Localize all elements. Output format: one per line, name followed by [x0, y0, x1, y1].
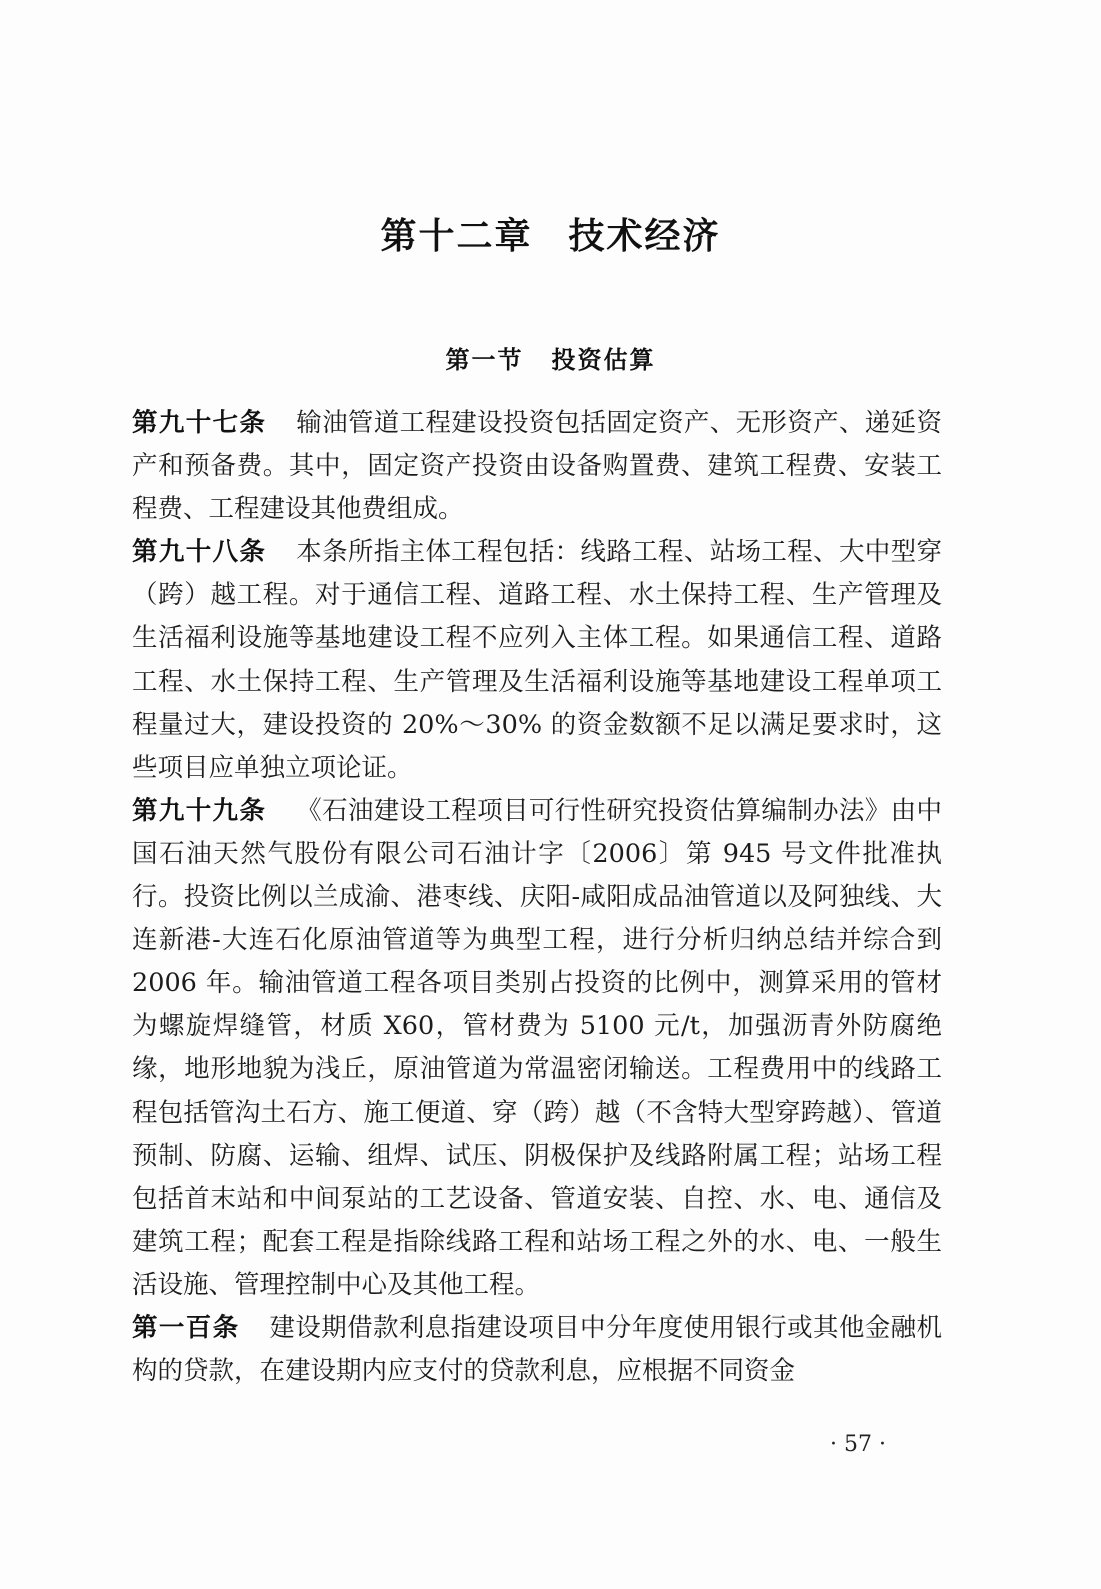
article-text: 输油管道工程建设投资包括固定资产、无形资产、递延资产和预备费。其中，固定资产投资由设备购置费、建筑工程费、安装工程费、工程建设其他费组成。 — [132, 408, 942, 525]
article-text: 《石油建设工程项目可行性研究投资估算编制办法》由中国石油天然气股份有限公司石油计字〔2006〕第 945 号文件批准执行。投资比例以兰成渝、港枣线、庆阳-咸阳成品油管道以及阿独线、大连新港-大连石化原油管道等为典型工程，进行分析归纳总结并综合到 2006 年。输油管道工程各项目类别占投资的比例中，测算采用的管材为螺旋焊缝管，材质 X60，管材费为 5100 元/t，加强沥青外防腐绝缘，地形地貌为浅丘，原油管道为常温密闭输送。工程费用中的线路工程包括管沟土石方、施工便道、穿（跨）越（不含特大型穿跨越）、管道预制、防腐、运输、组焊、试压、阴极保护及线路附属工程；站场工程包括首末站和中间泵站的工艺设备、管道安装、自控、水、电、通信及建筑工程；配套工程是指除线路工程和站场工程之外的水、电、一般生活设施、管理控制中心及其他工程。 — [132, 795, 942, 1300]
article-97 — [132, 402, 942, 531]
article-98 — [132, 531, 942, 790]
section-heading — [0, 340, 1101, 375]
article-label: 第九十八条 — [132, 537, 267, 568]
article-text: 本条所指主体工程包括：线路工程、站场工程、大中型穿（跨）越工程。对于通信工程、道路工程、水土保持工程、生产管理及生活福利设施等基地建设工程不应列入主体工程。如果通信工程、道路工程、水土保持工程、生产管理及生活福利设施等基地建设工程单项工程量过大，建设投资的 20%～30% 的资金数额不足以满足要求时，这些项目应单独立项论证。 — [132, 537, 942, 783]
section-number: 第一节 — [445, 346, 524, 374]
article-99 — [132, 790, 942, 1307]
article-text: 建设期借款利息指建设项目中分年度使用银行或其他金融机构的贷款，在建设期内应支付的贷款利息，应根据不同资金 — [132, 1312, 942, 1387]
article-label: 第九十七条 — [132, 408, 267, 438]
article-100 — [132, 1307, 942, 1393]
page-number: · 57 · — [830, 1432, 886, 1457]
body-text — [132, 402, 942, 1393]
article-label: 第一百条 — [132, 1312, 240, 1343]
chapter-heading — [0, 208, 1101, 259]
section-title: 投资估算 — [551, 346, 656, 374]
article-label: 第九十九条 — [132, 795, 267, 826]
chapter-number: 第十二章 — [380, 216, 533, 257]
chapter-title: 技术经济 — [568, 216, 721, 257]
